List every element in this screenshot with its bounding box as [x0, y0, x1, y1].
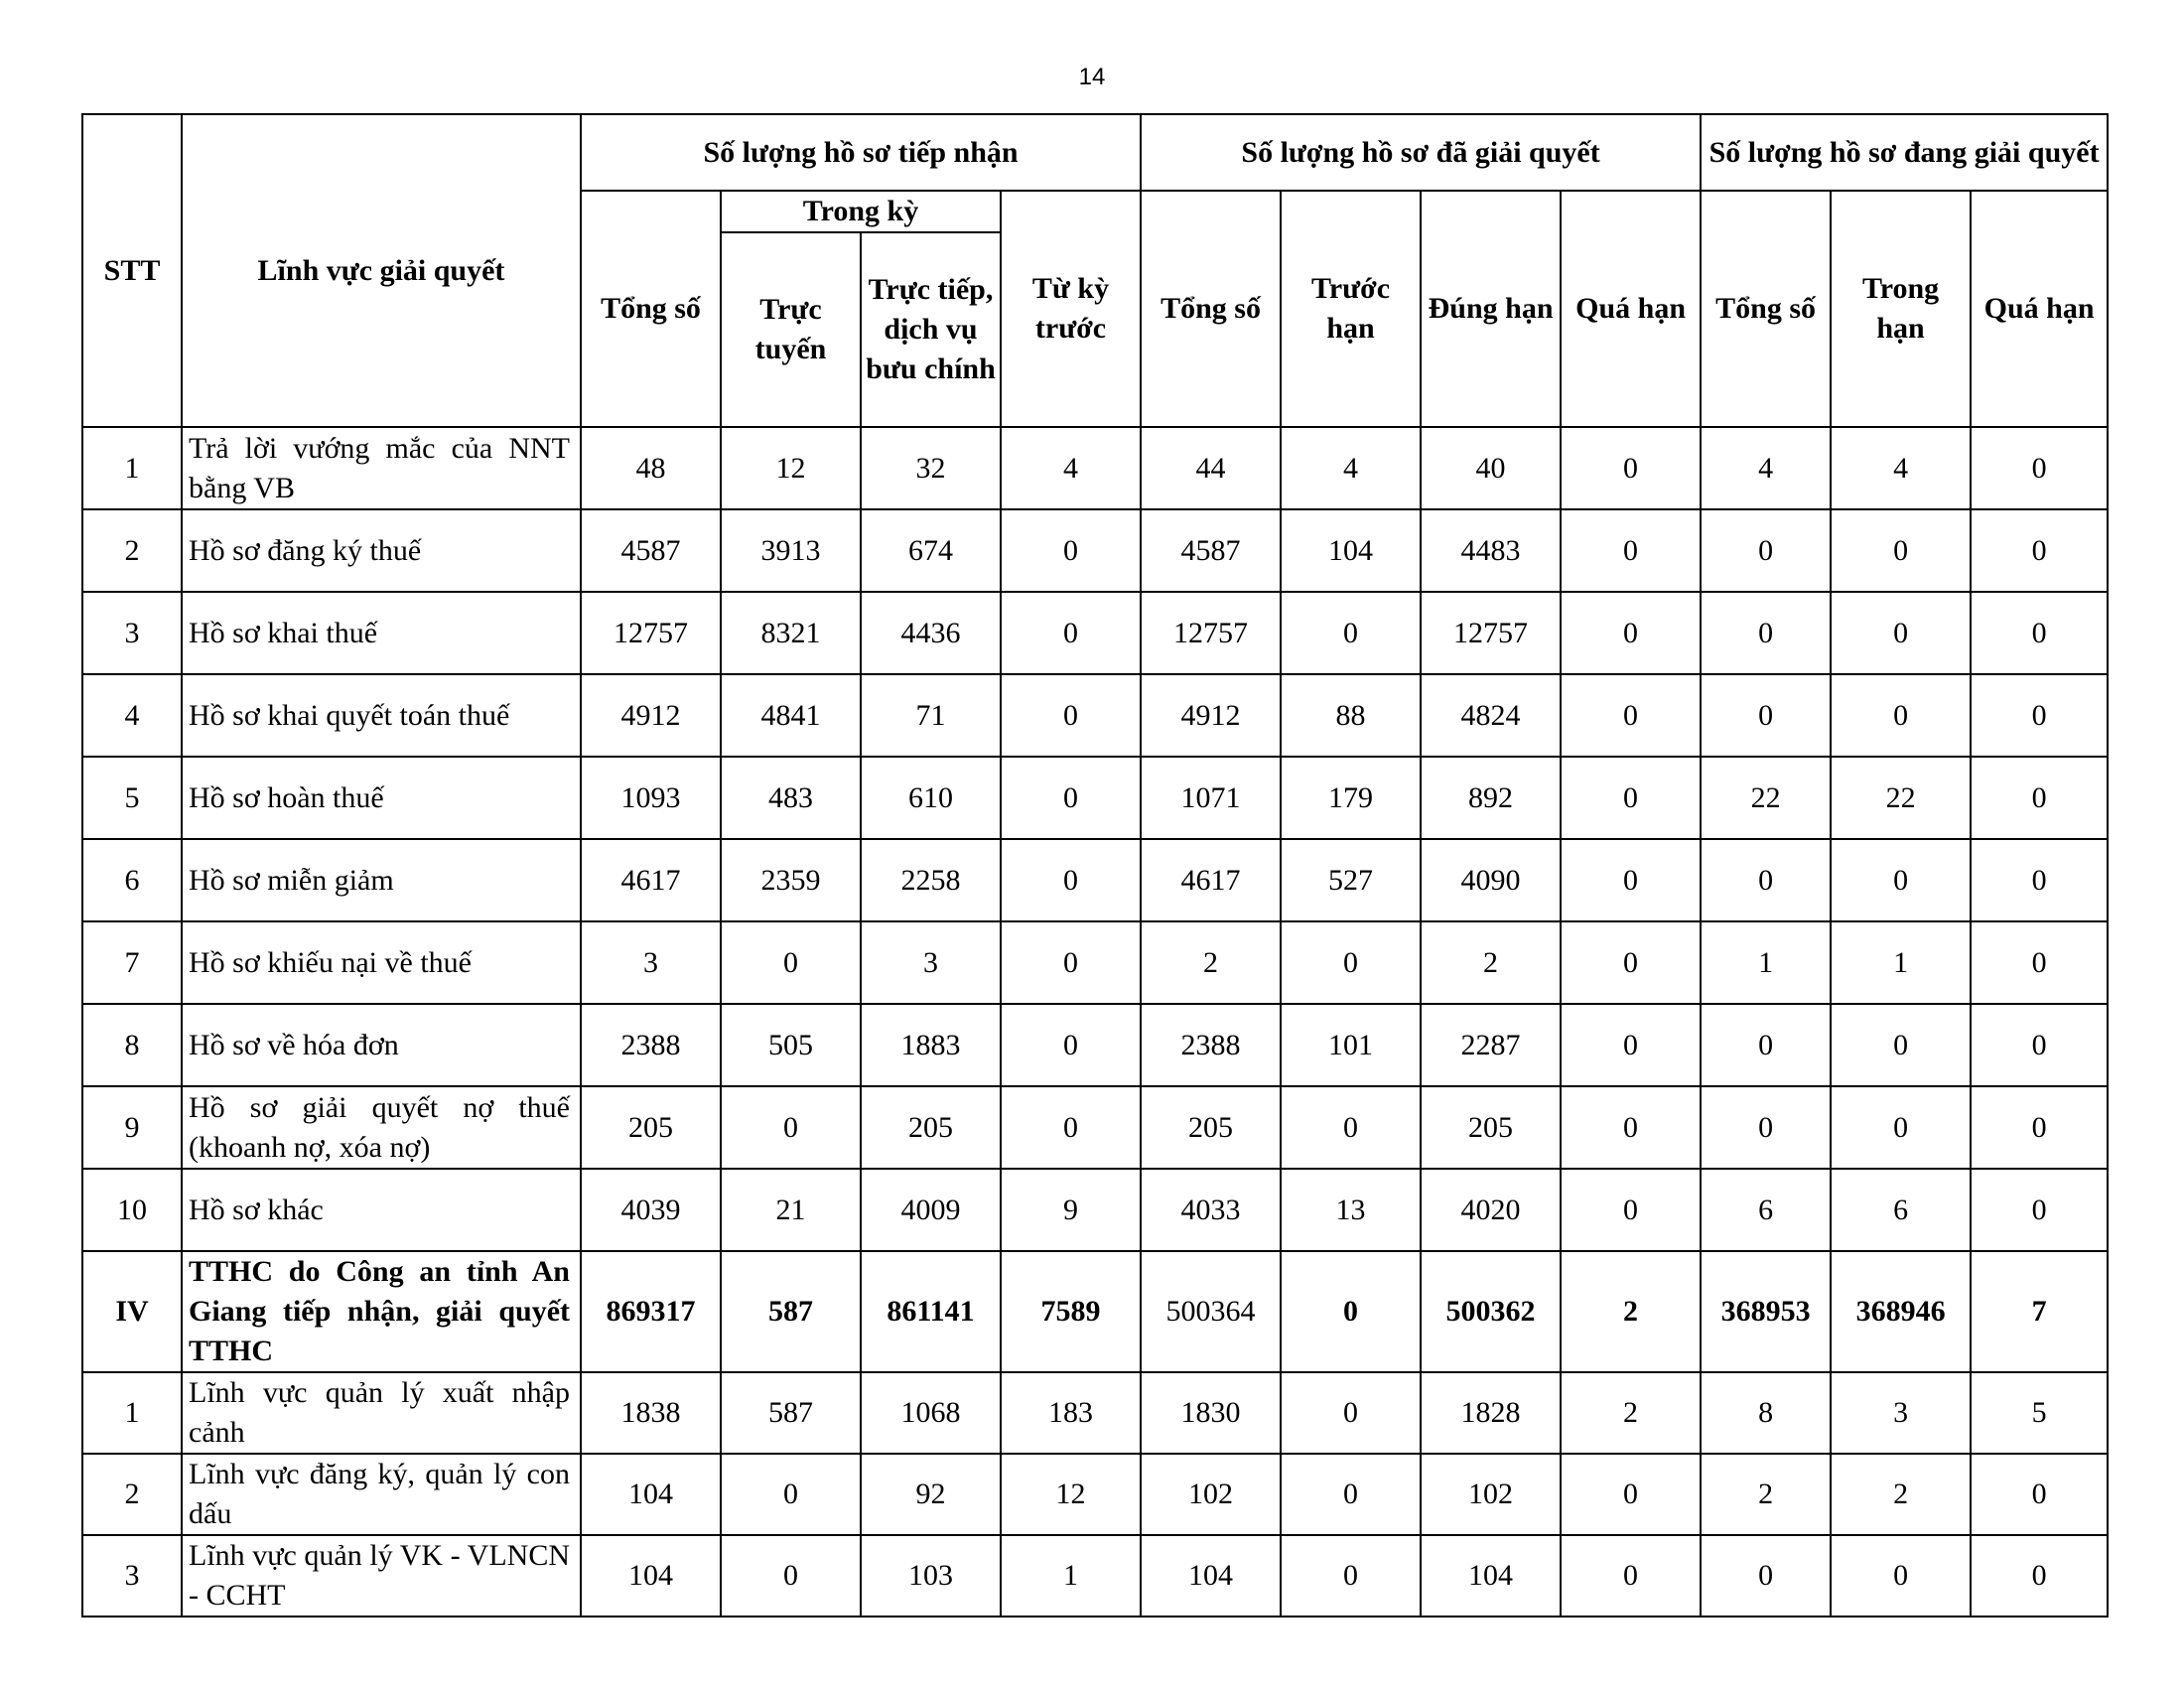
cell-value: 4824 — [1421, 674, 1561, 757]
cell-field: Lĩnh vực quản lý VK - VLNCN - CCHT — [182, 1535, 581, 1617]
table-row — [82, 674, 2108, 757]
cell-value: 892 — [1421, 757, 1561, 839]
cell-value: 12757 — [1141, 592, 1281, 674]
cell-value: 7 — [1971, 1251, 2108, 1372]
cell-value: 0 — [1831, 1004, 1971, 1086]
cell-value: 44 — [1141, 427, 1281, 509]
cell-value: 4483 — [1421, 509, 1561, 592]
cell-value: 0 — [1971, 427, 2108, 509]
header-stt: STT — [82, 114, 182, 427]
cell-value: 4841 — [721, 674, 861, 757]
cell-value: 0 — [721, 1454, 861, 1535]
cell-value: 104 — [581, 1454, 721, 1535]
cell-value: 4 — [1001, 427, 1141, 509]
cell-value: 0 — [721, 1535, 861, 1617]
cell-value: 0 — [1971, 509, 2108, 592]
cell-value: 1838 — [581, 1372, 721, 1454]
cell-value: 368953 — [1701, 1251, 1831, 1372]
cell-value: 6 — [1831, 1169, 1971, 1251]
table-row — [82, 921, 2108, 1004]
cell-value: 2359 — [721, 839, 861, 921]
header-online: Trực tuyến — [721, 232, 861, 427]
cell-value: 0 — [1831, 1535, 1971, 1617]
cell-value: 12 — [1001, 1454, 1141, 1535]
cell-value: 104 — [581, 1535, 721, 1617]
cell-value: 1 — [1831, 921, 1971, 1004]
table-row — [82, 1454, 2108, 1535]
cell-value: 0 — [1561, 674, 1701, 757]
cell-value: 0 — [1701, 509, 1831, 592]
table-body — [82, 427, 2108, 1617]
cell-value: 0 — [1561, 509, 1701, 592]
cell-field: Hồ sơ miễn giảm — [182, 839, 581, 921]
cell-value: 12 — [721, 427, 861, 509]
report-table — [81, 113, 2109, 1618]
header-in-period: Trong kỳ — [721, 191, 1001, 232]
cell-value: 0 — [1561, 1086, 1701, 1169]
header-early: Trước hạn — [1281, 191, 1421, 427]
cell-value: 6 — [1701, 1169, 1831, 1251]
header-resolved-overdue: Quá hạn — [1561, 191, 1701, 427]
cell-value: 22 — [1701, 757, 1831, 839]
cell-value: 0 — [1701, 1086, 1831, 1169]
table-row — [82, 1169, 2108, 1251]
cell-value: 71 — [861, 674, 1001, 757]
cell-value: 48 — [581, 427, 721, 509]
cell-value: 0 — [1001, 592, 1141, 674]
cell-value: 0 — [1001, 1004, 1141, 1086]
cell-value: 4436 — [861, 592, 1001, 674]
cell-value: 4020 — [1421, 1169, 1561, 1251]
cell-field: Hồ sơ giải quyết nợ thuế (khoanh nợ, xóa nợ) — [182, 1086, 581, 1169]
cell-value: 0 — [1701, 839, 1831, 921]
cell-value: 0 — [1561, 1535, 1701, 1617]
cell-stt: 9 — [82, 1086, 182, 1169]
cell-stt: 6 — [82, 839, 182, 921]
cell-value: 32 — [861, 427, 1001, 509]
cell-field: TTHC do Công an tỉnh An Giang tiếp nhận, giải quyết TTHC — [182, 1251, 581, 1372]
cell-value: 21 — [721, 1169, 861, 1251]
cell-value: 0 — [1971, 1004, 2108, 1086]
cell-value: 500362 — [1421, 1251, 1561, 1372]
cell-value: 205 — [861, 1086, 1001, 1169]
cell-value: 103 — [861, 1535, 1001, 1617]
cell-value: 4 — [1701, 427, 1831, 509]
cell-value: 0 — [1701, 1004, 1831, 1086]
header-received-total: Tổng số — [581, 191, 721, 427]
cell-value: 5 — [1971, 1372, 2108, 1454]
cell-value: 0 — [1281, 1086, 1421, 1169]
cell-value: 1 — [1001, 1535, 1141, 1617]
cell-value: 3 — [581, 921, 721, 1004]
cell-value: 0 — [1561, 1454, 1701, 1535]
cell-value: 104 — [1141, 1535, 1281, 1617]
cell-field: Lĩnh vực quản lý xuất nhập cảnh — [182, 1372, 581, 1454]
cell-value: 0 — [1831, 839, 1971, 921]
cell-stt: IV — [82, 1251, 182, 1372]
cell-value: 1828 — [1421, 1372, 1561, 1454]
cell-value: 2 — [1421, 921, 1561, 1004]
cell-value: 1068 — [861, 1372, 1001, 1454]
header-within: Trong hạn — [1831, 191, 1971, 427]
cell-value: 183 — [1001, 1372, 1141, 1454]
cell-value: 101 — [1281, 1004, 1421, 1086]
cell-value: 104 — [1421, 1535, 1561, 1617]
table-header — [82, 114, 2108, 427]
cell-value: 0 — [1561, 921, 1701, 1004]
cell-stt: 5 — [82, 757, 182, 839]
cell-value: 0 — [721, 921, 861, 1004]
cell-value: 0 — [1971, 674, 2108, 757]
cell-value: 102 — [1421, 1454, 1561, 1535]
table-row — [82, 592, 2108, 674]
cell-value: 2287 — [1421, 1004, 1561, 1086]
cell-value: 3913 — [721, 509, 861, 592]
cell-value: 205 — [1141, 1086, 1281, 1169]
header-field: Lĩnh vực giải quyết — [182, 114, 581, 427]
cell-value: 3 — [1831, 1372, 1971, 1454]
cell-value: 0 — [1971, 757, 2108, 839]
cell-value: 88 — [1281, 674, 1421, 757]
cell-value: 2 — [1831, 1454, 1971, 1535]
cell-value: 2 — [1701, 1454, 1831, 1535]
cell-field: Trả lời vướng mắc của NNT bằng VB — [182, 427, 581, 509]
cell-value: 13 — [1281, 1169, 1421, 1251]
cell-value: 869317 — [581, 1251, 721, 1372]
cell-value: 674 — [861, 509, 1001, 592]
header-resolved: Số lượng hồ sơ đã giải quyết — [1141, 114, 1701, 191]
cell-value: 527 — [1281, 839, 1421, 921]
cell-value: 12757 — [581, 592, 721, 674]
cell-stt: 2 — [82, 1454, 182, 1535]
cell-value: 587 — [721, 1251, 861, 1372]
cell-value: 2388 — [1141, 1004, 1281, 1086]
cell-value: 4009 — [861, 1169, 1001, 1251]
header-pending: Số lượng hồ sơ đang giải quyết — [1701, 114, 2108, 191]
cell-value: 0 — [1001, 921, 1141, 1004]
table-row — [82, 427, 2108, 509]
cell-field: Hồ sơ khai thuế — [182, 592, 581, 674]
cell-stt: 1 — [82, 427, 182, 509]
cell-value: 0 — [1561, 427, 1701, 509]
cell-value: 4617 — [1141, 839, 1281, 921]
cell-value: 1830 — [1141, 1372, 1281, 1454]
header-pending-total: Tổng số — [1701, 191, 1831, 427]
cell-value: 0 — [1831, 509, 1971, 592]
table-row — [82, 1086, 2108, 1169]
cell-value: 4 — [1281, 427, 1421, 509]
cell-value: 2 — [1141, 921, 1281, 1004]
cell-value: 4617 — [581, 839, 721, 921]
cell-value: 22 — [1831, 757, 1971, 839]
cell-field: Hồ sơ hoàn thuế — [182, 757, 581, 839]
cell-value: 587 — [721, 1372, 861, 1454]
cell-field: Hồ sơ đăng ký thuế — [182, 509, 581, 592]
cell-value: 0 — [1281, 921, 1421, 1004]
cell-value: 3 — [861, 921, 1001, 1004]
page-number: 14 — [1078, 64, 1106, 90]
header-on-time: Đúng hạn — [1421, 191, 1561, 427]
cell-value: 2 — [1561, 1251, 1701, 1372]
cell-value: 4912 — [1141, 674, 1281, 757]
cell-value: 483 — [721, 757, 861, 839]
cell-value: 102 — [1141, 1454, 1281, 1535]
cell-value: 205 — [1421, 1086, 1561, 1169]
header-received: Số lượng hồ sơ tiếp nhận — [581, 114, 1141, 191]
cell-value: 0 — [1971, 1535, 2108, 1617]
cell-value: 2258 — [861, 839, 1001, 921]
table-row — [82, 1251, 2108, 1372]
cell-value: 205 — [581, 1086, 721, 1169]
table-row — [82, 1535, 2108, 1617]
cell-value: 0 — [1281, 1372, 1421, 1454]
cell-field: Lĩnh vực đăng ký, quản lý con dấu — [182, 1454, 581, 1535]
cell-field: Hồ sơ khác — [182, 1169, 581, 1251]
cell-stt: 3 — [82, 592, 182, 674]
table-row — [82, 839, 2108, 921]
header-direct: Trực tiếp, dịch vụ bưu chính — [861, 232, 1001, 427]
cell-value: 0 — [1001, 839, 1141, 921]
cell-value: 0 — [1971, 839, 2108, 921]
cell-value: 0 — [721, 1086, 861, 1169]
cell-value: 1093 — [581, 757, 721, 839]
cell-stt: 3 — [82, 1535, 182, 1617]
cell-value: 0 — [1701, 1535, 1831, 1617]
cell-value: 1883 — [861, 1004, 1001, 1086]
cell-value: 368946 — [1831, 1251, 1971, 1372]
header-resolved-total: Tổng số — [1141, 191, 1281, 427]
cell-value: 0 — [1701, 592, 1831, 674]
cell-value: 0 — [1001, 509, 1141, 592]
cell-stt: 8 — [82, 1004, 182, 1086]
cell-value: 0 — [1561, 592, 1701, 674]
cell-field: Hồ sơ khiếu nại về thuế — [182, 921, 581, 1004]
cell-value: 0 — [1281, 1535, 1421, 1617]
cell-value: 0 — [1971, 1454, 2108, 1535]
cell-value: 0 — [1831, 674, 1971, 757]
cell-value: 0 — [1701, 674, 1831, 757]
cell-value: 4587 — [1141, 509, 1281, 592]
cell-value: 0 — [1561, 1169, 1701, 1251]
cell-value: 92 — [861, 1454, 1001, 1535]
cell-value: 0 — [1971, 592, 2108, 674]
cell-value: 7589 — [1001, 1251, 1141, 1372]
table-row — [82, 1004, 2108, 1086]
cell-field: Hồ sơ về hóa đơn — [182, 1004, 581, 1086]
cell-value: 0 — [1831, 1086, 1971, 1169]
cell-value: 0 — [1001, 674, 1141, 757]
header-previous: Từ kỳ trước — [1001, 191, 1141, 427]
cell-value: 0 — [1561, 839, 1701, 921]
cell-value: 0 — [1971, 1086, 2108, 1169]
cell-stt: 1 — [82, 1372, 182, 1454]
cell-value: 0 — [1561, 1004, 1701, 1086]
cell-stt: 10 — [82, 1169, 182, 1251]
cell-value: 9 — [1001, 1169, 1141, 1251]
cell-value: 4039 — [581, 1169, 721, 1251]
cell-value: 0 — [1281, 1454, 1421, 1535]
cell-stt: 7 — [82, 921, 182, 1004]
cell-value: 104 — [1281, 509, 1421, 592]
cell-value: 8321 — [721, 592, 861, 674]
cell-value: 4 — [1831, 427, 1971, 509]
cell-value: 12757 — [1421, 592, 1561, 674]
cell-value: 4912 — [581, 674, 721, 757]
cell-value: 4587 — [581, 509, 721, 592]
cell-value: 0 — [1001, 757, 1141, 839]
cell-value: 2388 — [581, 1004, 721, 1086]
table-row — [82, 509, 2108, 592]
cell-value: 8 — [1701, 1372, 1831, 1454]
cell-value: 610 — [861, 757, 1001, 839]
cell-field: Hồ sơ khai quyết toán thuế — [182, 674, 581, 757]
cell-value: 0 — [1971, 1169, 2108, 1251]
cell-value: 4033 — [1141, 1169, 1281, 1251]
cell-value: 0 — [1561, 757, 1701, 839]
cell-value: 40 — [1421, 427, 1561, 509]
cell-stt: 4 — [82, 674, 182, 757]
cell-value: 4090 — [1421, 839, 1561, 921]
cell-value: 505 — [721, 1004, 861, 1086]
cell-value: 1071 — [1141, 757, 1281, 839]
table-row — [82, 757, 2108, 839]
cell-value: 0 — [1281, 1251, 1421, 1372]
cell-value: 0 — [1281, 592, 1421, 674]
cell-value: 2 — [1561, 1372, 1701, 1454]
cell-value: 179 — [1281, 757, 1421, 839]
cell-value: 1 — [1701, 921, 1831, 1004]
cell-stt: 2 — [82, 509, 182, 592]
table-row — [82, 1372, 2108, 1454]
cell-value: 0 — [1971, 921, 2108, 1004]
header-pending-overdue: Quá hạn — [1971, 191, 2108, 427]
cell-value: 0 — [1001, 1086, 1141, 1169]
cell-value: 500364 — [1141, 1251, 1281, 1372]
cell-value: 861141 — [861, 1251, 1001, 1372]
cell-value: 0 — [1831, 592, 1971, 674]
